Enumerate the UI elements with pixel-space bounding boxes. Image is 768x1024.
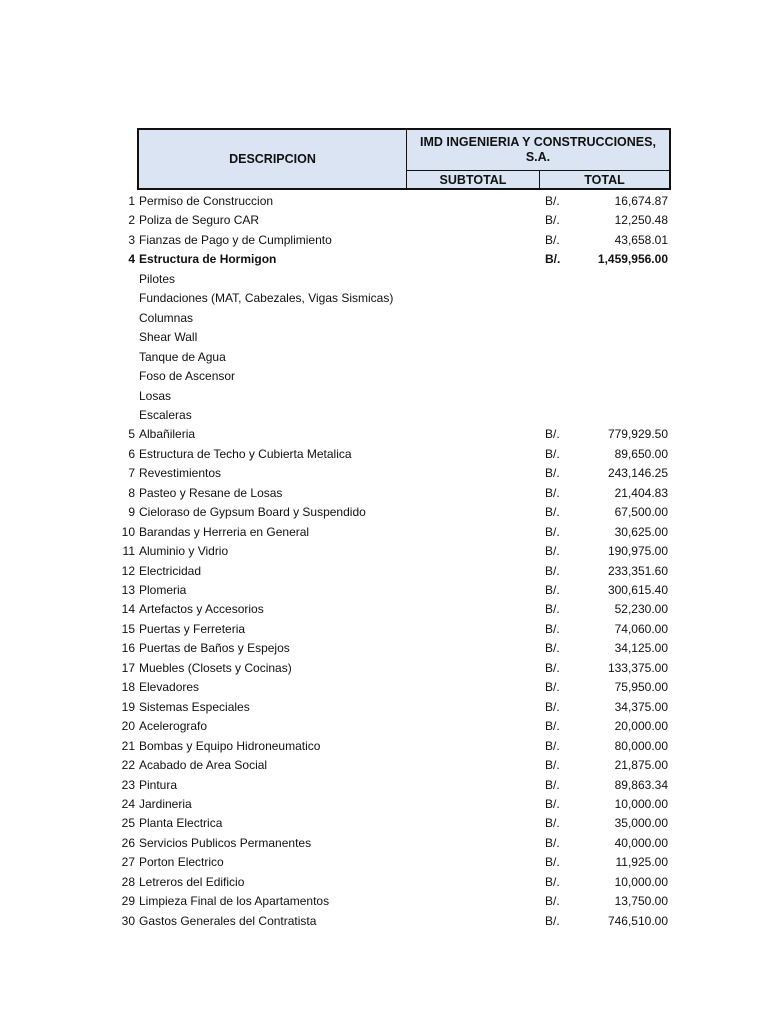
item-total: 243,146.25 [607, 466, 668, 481]
item-description: Planta Electrica [139, 816, 223, 831]
item-number: 25 [121, 816, 135, 831]
table-row [0, 445, 768, 465]
table-row [0, 620, 768, 640]
item-total: 75,950.00 [614, 680, 668, 695]
item-total: 40,000.00 [614, 835, 668, 850]
subtotal-header: SUBTOTAL [439, 172, 507, 187]
currency-symbol: B/. [545, 699, 560, 714]
table-row [0, 659, 768, 679]
item-description: Pilotes [139, 271, 176, 286]
item-total: 133,375.00 [607, 660, 668, 675]
item-total: 74,060.00 [614, 621, 668, 636]
item-total: 20,000.00 [614, 719, 668, 734]
currency-symbol: B/. [545, 816, 560, 831]
item-description: Plomeria [139, 583, 187, 597]
table-row [0, 523, 768, 543]
item-total: 89,863.34 [614, 777, 668, 792]
company-header: IMD INGENIERIA Y CONSTRUCCIONES, S.A. [420, 135, 656, 164]
item-description: Pasteo y Resane de Losas [139, 485, 283, 500]
item-total: 43,658.01 [614, 232, 668, 247]
item-total: 779,929.50 [607, 427, 668, 442]
table-row [0, 192, 768, 212]
item-description: Porton Electrico [139, 855, 224, 870]
item-number: 20 [121, 719, 135, 734]
item-description: Letreros del Edificio [139, 874, 245, 889]
table-row [0, 250, 768, 270]
descripcion-header: DESCRIPCION [229, 151, 316, 166]
item-total: 233,351.60 [607, 563, 668, 578]
item-number: 3 [128, 232, 135, 247]
currency-symbol: B/. [545, 563, 560, 578]
item-number: 19 [121, 699, 135, 714]
item-description: Tanque de Agua [139, 349, 226, 364]
table-row [0, 562, 768, 582]
item-number: 29 [121, 894, 135, 909]
item-number: 8 [128, 485, 135, 500]
item-number: 21 [121, 738, 135, 753]
table-row [0, 853, 768, 873]
item-total: 52,230.00 [614, 602, 668, 617]
item-number: 17 [121, 660, 135, 675]
table-row [0, 425, 768, 445]
currency-symbol: B/. [545, 485, 560, 500]
item-description: Muebles (Closets y Cocinas) [139, 660, 292, 675]
table-row [0, 776, 768, 796]
total-header: TOTAL [584, 172, 625, 187]
item-total: 12,250.48 [614, 213, 668, 228]
item-total: 746,510.00 [607, 913, 668, 928]
item-number: 9 [128, 505, 135, 520]
currency-symbol: B/. [545, 583, 560, 597]
table-row [0, 328, 768, 348]
currency-symbol: B/. [545, 796, 560, 811]
table-row [0, 270, 768, 290]
table-row [0, 834, 768, 854]
item-description: Permiso de Construccion [139, 194, 274, 208]
table-row [0, 348, 768, 368]
table-row [0, 600, 768, 620]
item-total: 11,925.00 [615, 855, 668, 870]
item-total: 10,000.00 [614, 874, 668, 889]
item-description: Sistemas Especiales [139, 699, 250, 714]
item-description: Bombas y Equipo Hidroneumatico [139, 738, 321, 753]
item-description: Puertas y Ferreteria [139, 621, 246, 636]
item-description: Albañileria [139, 427, 196, 442]
item-number: 30 [121, 913, 135, 928]
item-description: Limpieza Final de los Apartamentos [139, 894, 330, 909]
item-number: 2 [128, 213, 135, 228]
table-row [0, 698, 768, 718]
table-row [0, 542, 768, 562]
item-description: Estructura de Techo y Cubierta Metalica [139, 446, 352, 461]
table-row [0, 503, 768, 523]
item-number: 28 [121, 874, 135, 889]
currency-symbol: B/. [545, 621, 560, 636]
item-description: Losas [139, 388, 172, 403]
item-number: 22 [121, 758, 135, 773]
item-number: 5 [128, 427, 135, 442]
item-number: 15 [121, 621, 135, 636]
item-description: Foso de Ascensor [139, 369, 236, 384]
item-description: Escaleras [139, 407, 192, 422]
item-description: Acelerografo [139, 719, 208, 734]
table-row [0, 289, 768, 309]
item-description: Estructura de Hormigon [139, 252, 277, 267]
table-header [137, 128, 671, 190]
table-row [0, 231, 768, 251]
item-description: Puertas de Baños y Espejos [139, 641, 290, 656]
item-description: Fundaciones (MAT, Cabezales, Vigas Sismicas) [139, 291, 394, 306]
item-number: 7 [128, 466, 135, 481]
currency-symbol: B/. [545, 505, 560, 520]
currency-symbol: B/. [545, 777, 560, 792]
item-description: Aluminio y Vidrio [139, 544, 229, 559]
item-description: Elevadores [139, 680, 200, 695]
item-total: 300,615.40 [607, 583, 668, 597]
currency-symbol: B/. [545, 602, 560, 617]
currency-symbol: B/. [545, 680, 560, 695]
currency-symbol: B/. [545, 874, 560, 889]
currency-symbol: B/. [545, 213, 560, 228]
currency-symbol: B/. [545, 719, 560, 734]
table-row [0, 737, 768, 757]
table-row [0, 873, 768, 893]
currency-symbol: B/. [545, 835, 560, 850]
item-number: 24 [121, 796, 135, 811]
currency-symbol: B/. [545, 232, 560, 247]
currency-symbol: B/. [545, 252, 561, 267]
item-number: 10 [121, 524, 135, 539]
item-description: Fianzas de Pago y de Cumplimiento [139, 232, 332, 247]
currency-symbol: B/. [545, 894, 560, 909]
currency-symbol: B/. [545, 758, 560, 773]
item-total: 1,459,956.00 [597, 252, 668, 267]
currency-symbol: B/. [545, 427, 560, 442]
table-row [0, 309, 768, 329]
item-description: Servicios Publicos Permanentes [139, 835, 312, 850]
table-row [0, 756, 768, 776]
table-row [0, 406, 768, 426]
table-row [0, 387, 768, 407]
item-number: 14 [121, 602, 135, 617]
table-row [0, 814, 768, 834]
table-row [0, 581, 768, 601]
currency-symbol: B/. [545, 641, 560, 656]
item-total: 21,404.83 [614, 485, 668, 500]
item-number: 11 [122, 544, 135, 559]
table-row [0, 639, 768, 659]
item-total: 190,975.00 [607, 544, 668, 559]
item-description: Electricidad [139, 563, 202, 578]
table-row [0, 892, 768, 912]
item-description: Shear Wall [139, 330, 198, 345]
table-row [0, 367, 768, 387]
item-number: 23 [121, 777, 135, 792]
table-row [0, 678, 768, 698]
item-description: Acabado de Area Social [139, 758, 268, 773]
currency-symbol: B/. [545, 738, 560, 753]
item-number: 13 [121, 583, 135, 597]
item-description: Columnas [139, 310, 194, 325]
item-total: 34,125.00 [614, 641, 668, 656]
item-total: 35,000.00 [614, 816, 668, 831]
item-total: 21,875.00 [614, 758, 668, 773]
item-description: Gastos Generales del Contratista [139, 913, 317, 928]
table-row [0, 211, 768, 231]
item-total: 16,674.87 [614, 194, 668, 208]
item-total: 30,625.00 [614, 524, 668, 539]
item-number: 18 [121, 680, 135, 695]
item-description: Poliza de Seguro CAR [139, 213, 260, 228]
currency-symbol: B/. [545, 660, 560, 675]
currency-symbol: B/. [545, 446, 560, 461]
item-total: 10,000.00 [614, 796, 668, 811]
currency-symbol: B/. [545, 466, 560, 481]
table-row [0, 795, 768, 815]
table-row [0, 464, 768, 484]
table-row [0, 912, 768, 932]
table-row [0, 717, 768, 737]
item-number: 27 [121, 855, 135, 870]
item-description: Jardineria [139, 796, 192, 811]
currency-symbol: B/. [545, 855, 560, 870]
item-number: 6 [128, 446, 135, 461]
table-row [0, 484, 768, 504]
item-total: 13,750.00 [614, 894, 668, 909]
item-number: 16 [121, 641, 135, 656]
currency-symbol: B/. [545, 194, 560, 208]
item-total: 89,650.00 [614, 446, 668, 461]
item-number: 4 [128, 252, 135, 267]
currency-symbol: B/. [545, 544, 560, 559]
item-description: Pintura [139, 777, 178, 792]
item-total: 67,500.00 [614, 505, 668, 520]
item-number: 26 [121, 835, 135, 850]
item-description: Artefactos y Accesorios [139, 602, 264, 617]
currency-symbol: B/. [545, 524, 560, 539]
currency-symbol: B/. [545, 913, 560, 928]
item-total: 34,375.00 [614, 699, 668, 714]
item-number: 12 [121, 563, 135, 578]
item-description: Cieloraso de Gypsum Board y Suspendido [139, 505, 366, 520]
item-description: Revestimientos [139, 466, 222, 481]
item-total: 80,000.00 [614, 738, 668, 753]
item-number: 1 [128, 194, 135, 208]
item-description: Barandas y Herreria en General [139, 524, 310, 539]
